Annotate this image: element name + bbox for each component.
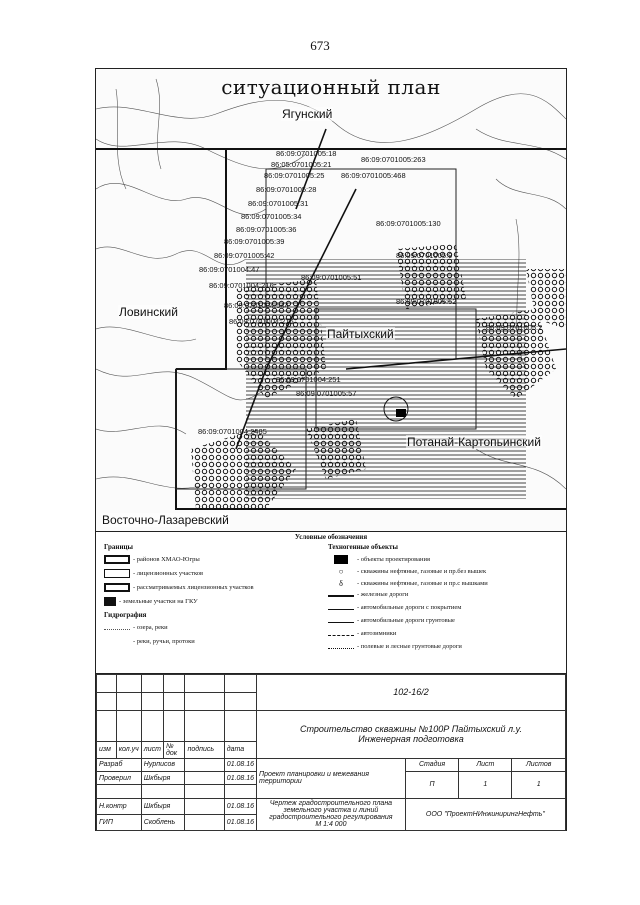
parcel-label: 86:09:0701005:263 — [361, 155, 426, 164]
document-title: Проект планировки и межевания территории — [257, 758, 406, 798]
legend-item: - лицензионных участков — [104, 569, 203, 578]
parcel-label: 86:09:0701005:34 — [241, 212, 302, 221]
staff-role: ГИП — [97, 814, 142, 830]
document-code: 102-16/2 — [257, 675, 566, 711]
col-date: дата — [224, 741, 256, 758]
land-plot-symbol — [104, 597, 116, 606]
legend-item: - полевые и лесные грунтовые дороги — [328, 643, 462, 650]
region-vostochno: Восточно-Лазаревский — [102, 513, 229, 527]
parcel-label: 86:09:0701004:47 — [199, 265, 260, 274]
lake-symbol — [104, 625, 130, 630]
col-list: лист — [141, 741, 163, 758]
well-no-tower-icon: ○ — [338, 567, 344, 576]
legend-title: Условные обозначения — [294, 533, 368, 541]
region-lovin: Ловинский — [119, 305, 178, 319]
legend-item: ○ - скважины нефтяные, газовые и пр.без вышек — [328, 567, 486, 576]
parcel-label: 86:09:0701004:216 — [209, 281, 274, 290]
region-paitykh: Пайтыхский — [327, 327, 394, 341]
legend-item: - районов ХМАО-Югры — [104, 555, 200, 564]
paved-road-symbol — [328, 605, 354, 610]
parcel-label: 86:09:0701005:42 — [214, 251, 275, 260]
parcel-label: 86:09:0701005:9 — [396, 251, 453, 260]
sheet-value: 1 — [459, 771, 512, 798]
field-road-symbol — [328, 644, 354, 649]
parcel-label: 86:09:0701005:18 — [276, 149, 337, 158]
staff-date: 01.08.16 — [224, 771, 256, 784]
legend-item: - объекты проектирования — [328, 555, 430, 564]
dirt-road-symbol — [328, 618, 354, 623]
parcel-label: 86:09:0701005:36 — [236, 225, 297, 234]
parcel-label: 86:09:0701004:251 — [276, 375, 341, 384]
staff-date: 01.08.16 — [224, 814, 256, 830]
staff-name: Скоблень — [141, 814, 185, 830]
parcel-label: 86:09:0701004:2485 — [198, 427, 267, 436]
staff-name: Нурписов — [141, 758, 185, 771]
legend-item: - реки, ручьи, протоки — [104, 638, 195, 645]
legend-hydro-heading: Гидрография — [104, 611, 147, 619]
map-graphic — [96, 69, 566, 531]
well-tower-icon: δ — [339, 579, 343, 588]
sheet-label: Лист — [459, 758, 512, 771]
legend-item: - озера, реки — [104, 624, 168, 631]
staff-role: Проверил — [97, 771, 142, 784]
legend-item: - рассматриваемых лицензионных участков — [104, 583, 254, 592]
scale: М 1:4 000 — [315, 821, 347, 829]
legend-item: - автозимники — [328, 630, 396, 637]
parcel-label: 86:09:0701005:130 — [376, 219, 441, 228]
region-yagun: Ягунский — [282, 107, 333, 121]
considered-licence-symbol — [104, 583, 130, 592]
design-object — [396, 409, 406, 417]
parcel-label: 86:09:0701005:2 — [486, 323, 543, 332]
parcel-label: 86:09:0701005:51 — [301, 273, 362, 282]
staff-date: 01.08.16 — [224, 758, 256, 771]
legend-item: - автомобильные дороги с покрытием — [328, 604, 461, 611]
col-signature: подпись — [185, 741, 224, 758]
sheet-title: Чертеж градостроительного плана земельного участка и линий градостроительного регулирования М 1:4 000 — [257, 798, 406, 830]
winter-road-symbol — [328, 631, 354, 636]
situational-map[interactable] — [96, 69, 566, 532]
river-symbol — [104, 639, 130, 644]
district-boundary-symbol — [104, 555, 130, 564]
legend-item: - железные дороги — [328, 591, 408, 598]
project-title-line-2: Инженерная подготовка — [358, 734, 464, 745]
parcel-label: 86:09:0701005:57 — [296, 389, 357, 398]
col-doc-no: № док — [163, 741, 185, 758]
parcel-label: 86:09:0701005:468 — [341, 171, 406, 180]
stage-label: Стадия — [405, 758, 459, 771]
parcel-label: 86:05:0701005:21 — [271, 160, 332, 169]
parcel-label: 86:09:0701005:39 — [224, 237, 285, 246]
legend-item: - автомобильные дороги грунтовые — [328, 617, 455, 624]
page-number: 673 — [310, 38, 330, 53]
company-name: ООО "ПроектНИнжинирингНефть" — [405, 798, 565, 830]
parcel-label: 86:09:0701005:25 — [264, 171, 325, 180]
region-potanay: Потанай-Картопьинский — [407, 435, 541, 449]
parcel-label: 86:09:0701005:31 — [248, 199, 309, 208]
sheets-label: Листов — [512, 758, 566, 771]
licence-boundary-symbol — [104, 569, 130, 578]
staff-role: Н.контр — [97, 798, 142, 814]
parcel-label: 86:09:0701004:216 — [229, 317, 294, 326]
map-legend — [96, 531, 566, 673]
staff-date: 01.08.16 — [224, 798, 256, 814]
col-kol-uch: кол.уч — [116, 741, 141, 758]
parcel-label: 86:09:0701005:28 — [256, 185, 317, 194]
map-title: ситуационный план — [221, 75, 441, 99]
design-object-symbol — [334, 555, 348, 564]
staff-name: Шкбыря — [141, 798, 185, 814]
legend-item: δ - скважины нефтяные, газовые и пр.с вышками — [328, 579, 488, 588]
parcel-label: 86:09:0701004:544 — [224, 301, 289, 310]
drawing-sheet — [95, 68, 567, 831]
legend-item: - земельные участки на ГКУ — [104, 597, 198, 606]
sheets-value: 1 — [512, 771, 566, 798]
staff-name: Шкбыря — [141, 771, 185, 784]
legend-tech-heading: Техногенные объекты — [328, 543, 398, 551]
col-izm: изм — [97, 741, 117, 758]
project-title-line-1: Строительство скважины №100Р Пайтыхский л.у. — [300, 724, 523, 735]
stage-value: П — [405, 771, 459, 798]
project-title — [257, 710, 566, 758]
railway-symbol — [328, 592, 354, 597]
parcel-label: 86:09:0701005:52 — [396, 297, 457, 306]
legend-boundaries-heading: Границы — [104, 543, 133, 551]
staff-role: Разраб — [97, 758, 142, 771]
title-block — [96, 673, 566, 831]
